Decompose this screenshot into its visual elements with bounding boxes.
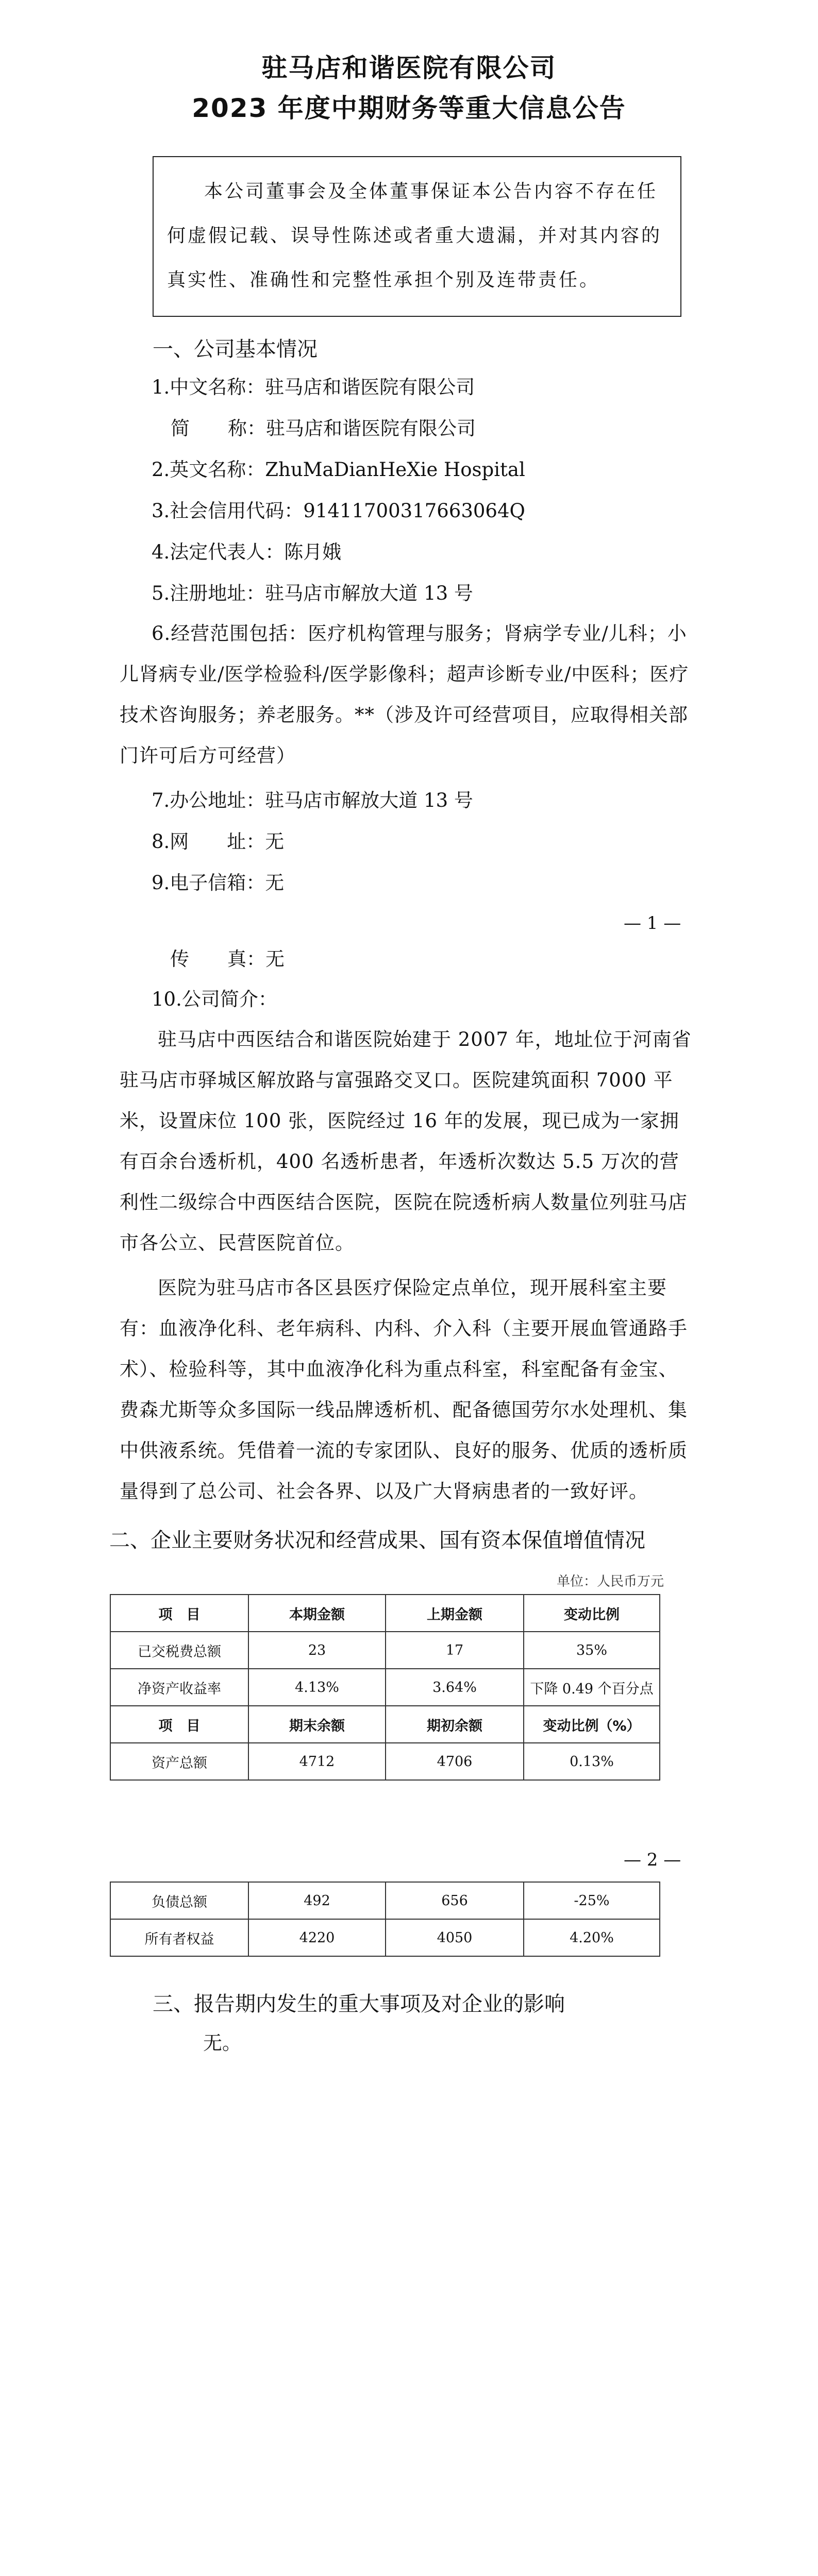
table-cell: 23 bbox=[248, 1632, 386, 1669]
info-line-email: 9.电子信箱：无 bbox=[152, 872, 285, 894]
info-line-fax: 传 真：无 bbox=[170, 948, 285, 970]
table-cell: 0.13% bbox=[524, 1743, 660, 1780]
info-line-website: 8.网 址：无 bbox=[152, 831, 285, 853]
table-cell: -25% bbox=[524, 1882, 660, 1919]
table-header-row bbox=[110, 1706, 660, 1743]
table-header-cell: 期末余额 bbox=[248, 1706, 386, 1743]
table-header-row bbox=[110, 1595, 660, 1632]
info-line-chinese-name: 1.中文名称：驻马店和谐医院有限公司 bbox=[152, 376, 475, 398]
info-line-short-name: 简 称：驻马店和谐医院有限公司 bbox=[152, 417, 476, 439]
table-cell: 已交税费总额 bbox=[110, 1632, 248, 1669]
report-title: 2023 年度中期财务等重大信息公告 bbox=[192, 93, 626, 123]
table-cell: 4220 bbox=[248, 1919, 386, 1956]
intro-paragraph-1: 驻马店中西医结合和谐医院始建于 2007 年，地址位于河南省驻马店市驿城区解放路与富强路交叉口。医院建筑面积 7000 平米，设置床位 100 张，医院经过 16 年的发展，现已成为一家拥有百余台透析机，400 名透析患者，年透析次数达 5.5 万次的营利性二级综合中西医结合医院，医院在院透析病人数量位列驻马店市各公立、民营医院首位。 bbox=[120, 1028, 692, 1254]
unit-label: 单位：人民币万元 bbox=[557, 1574, 664, 1589]
table-cell: 净资产收益率 bbox=[110, 1669, 248, 1706]
table-cell: 656 bbox=[386, 1882, 524, 1919]
page-number: — 2 — bbox=[624, 1850, 681, 1870]
intro-paragraph-2: 医院为驻马店市各区县医疗保险定点单位，现开展科室主要有：血液净化科、老年病科、内科、介入科（主要开展血管通路手术）、检验科等，其中血液净化科为重点科室，科室配备有金宝、费森尤斯等众多国际一线品牌透析机、配备德国劳尔水处理机、集中供液系统。凭借着一流的专家团队、良好的服务、优质的透析质量得到了总公司、社会各界、以及广大肾病患者的一致好评。 bbox=[120, 1277, 688, 1502]
table-row bbox=[110, 1632, 660, 1669]
info-line-reg-address: 5.注册地址：驻马店市解放大道 13 号 bbox=[152, 582, 473, 604]
table-cell: 所有者权益 bbox=[110, 1919, 248, 1956]
table-cell: 3.64% bbox=[386, 1669, 524, 1706]
table-header-cell: 项 目 bbox=[110, 1595, 248, 1632]
info-line-credit-code: 3.社会信用代码：91411700317663064Q bbox=[152, 500, 525, 522]
section3-heading: 三、报告期内发生的重大事项及对企业的影响 bbox=[153, 1992, 565, 2016]
table-header-cell: 期初余额 bbox=[386, 1706, 524, 1743]
page-number: — 1 — bbox=[624, 913, 681, 934]
financial-table-2 bbox=[110, 1882, 660, 1957]
table-cell: 4.13% bbox=[248, 1669, 386, 1706]
table-header-cell: 本期金额 bbox=[248, 1595, 386, 1632]
notice-box bbox=[153, 156, 681, 317]
company-title: 驻马店和谐医院有限公司 bbox=[261, 53, 557, 83]
table-cell: 负债总额 bbox=[110, 1882, 248, 1919]
info-line-english-name: 2.英文名称：ZhuMaDianHeXie Hospital bbox=[152, 459, 525, 481]
table-cell: 4712 bbox=[248, 1743, 386, 1780]
table-header-cell: 项 目 bbox=[110, 1706, 248, 1743]
table-header-cell: 变动比例 bbox=[524, 1595, 660, 1632]
section1-heading: 一、公司基本情况 bbox=[153, 337, 318, 361]
table-cell: 4050 bbox=[386, 1919, 524, 1956]
table-row bbox=[110, 1919, 660, 1956]
notice-text: 本公司董事会及全体董事保证本公告内容不存在任何虚假记载、误导性陈述或者重大遗漏，并对其内容的真实性、准确性和完整性承担个别及连带责任。 bbox=[167, 181, 662, 291]
table-cell: 下降 0.49 个百分点 bbox=[524, 1669, 660, 1706]
table-row bbox=[110, 1669, 660, 1706]
intro-heading: 10.公司简介： bbox=[152, 988, 277, 1010]
business-scope: 6.经营范围包括：医疗机构管理与服务；肾病学专业/儿科；小儿肾病专业/医学检验科/医学影像科；超声诊断专业/中医科；医疗技术咨询服务；养老服务。**（涉及许可经营项目，应取得相关部门许可后方可经营） bbox=[120, 622, 689, 767]
financial-table-1 bbox=[110, 1594, 660, 1781]
info-line-legal-rep: 4.法定代表人：陈月娥 bbox=[152, 541, 342, 563]
table-header-cell: 变动比例（%） bbox=[524, 1706, 660, 1743]
info-line-office-address: 7.办公地址：驻马店市解放大道 13 号 bbox=[152, 789, 473, 811]
table-cell: 492 bbox=[248, 1882, 386, 1919]
table-row bbox=[110, 1882, 660, 1919]
section3-body: 无。 bbox=[203, 2032, 241, 2054]
table-cell: 35% bbox=[524, 1632, 660, 1669]
table-cell: 17 bbox=[386, 1632, 524, 1669]
table-header-cell: 上期金额 bbox=[386, 1595, 524, 1632]
section2-heading: 二、企业主要财务状况和经营成果、国有资本保值增值情况 bbox=[109, 1529, 645, 1552]
table-cell: 资产总额 bbox=[110, 1743, 248, 1780]
table-row bbox=[110, 1743, 660, 1780]
table-cell: 4.20% bbox=[524, 1919, 660, 1956]
table-cell: 4706 bbox=[386, 1743, 524, 1780]
